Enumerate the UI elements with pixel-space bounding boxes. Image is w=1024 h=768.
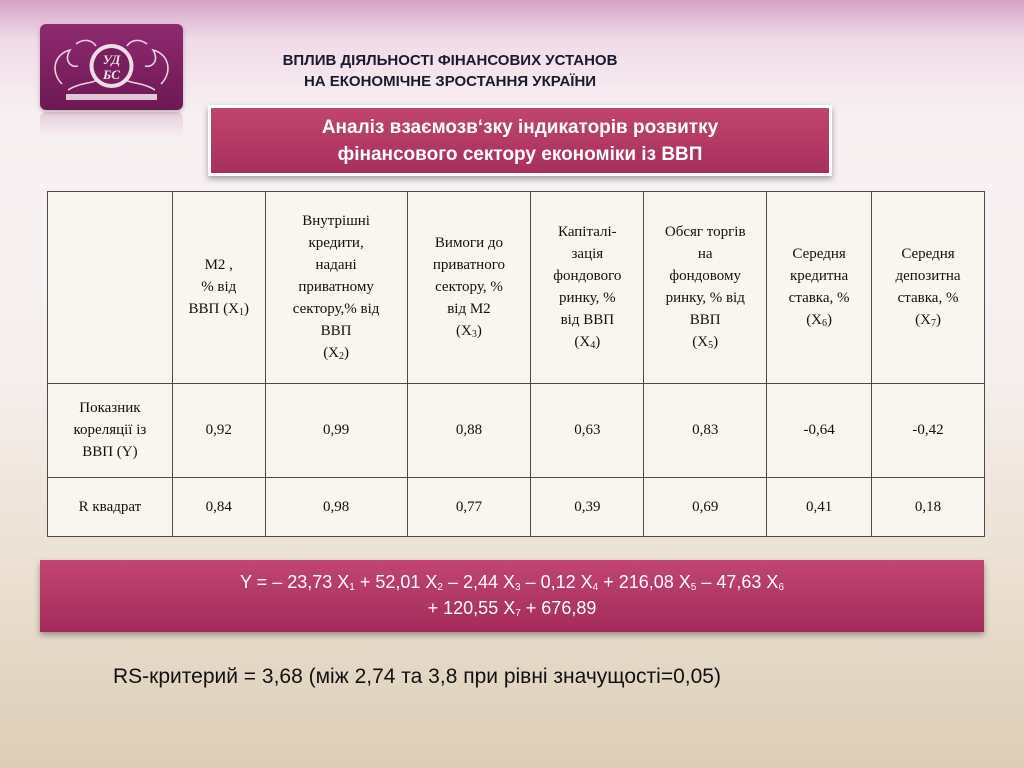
column-header-line: зація [571,246,604,263]
table-row [48,477,985,536]
page-title-line1: ВПЛИВ ДІЯЛЬНОСТІ ФІНАНСОВИХ УСТАНОВ [282,52,618,69]
value-cell: 0,99 [265,383,407,477]
value-cell: 0,39 [531,477,644,536]
regression-equation [40,560,984,632]
value-cell: 0,69 [644,477,767,536]
column-header-x7 [872,192,985,384]
column-header-line: ВВП [689,312,721,329]
column-header-line: надані [315,257,357,274]
rs-criterion-text: RS-критерий = 3,68 (між 2,74 та 3,8 при рівні значущості=0,05) [113,665,721,688]
column-header-line: Капіталі- [558,224,617,241]
equation-subscript: 7 [515,608,521,619]
column-header-line: $(Х_2)$ [323,345,350,363]
value-cell: 0,83 [644,383,767,477]
equation-subscript: 4 [592,582,599,593]
column-header-x3 [407,192,531,384]
column-header-line: Вимоги до [434,235,503,252]
logo [40,24,183,110]
row-label-line: R квадрат [78,498,142,515]
column-header-line: сектору,% від [292,301,380,318]
column-header-line: Обсяг торгів [664,224,746,241]
value-cell: 0,41 [767,477,872,536]
column-header-line: $(Х_7)$ [915,312,941,330]
column-header-line: сектору, % [435,279,503,296]
column-header-line: фондовому [669,268,741,285]
column-header-line: від ВВП [560,312,615,329]
value-cell: 0,18 [872,477,985,536]
value-cell: 0,63 [531,383,644,477]
row-label-line: ВВП (Y) [82,444,138,461]
equation-subscript: 3 [515,582,521,593]
value-cell: 0,88 [407,383,531,477]
equation-term: – 2,44 X [442,572,516,592]
column-header-line: Внутрішні [302,213,370,230]
column-header-line: від М2 [447,301,491,318]
value-cell: 0,98 [265,477,407,536]
subtitle-line1: Аналіз взаємозв‘зку індикаторів розвитку [321,117,719,138]
column-header-line: ставка, % [897,290,959,307]
value-cell: 0,84 [172,477,265,536]
column-header-line: ВВП $(Х_1)$ [188,301,249,319]
column-header-line: $(Х_6)$ [806,312,833,330]
table-header-row [48,192,985,384]
subtitle-line2: фінансового сектору економіки із ВВП [337,144,703,165]
column-header-line: ринку, % від [665,290,745,307]
row-label-cell [48,477,173,536]
column-header-subscript: 2 [339,351,345,363]
column-header-line: ринку, % [559,290,616,307]
column-header-x1 [172,192,265,384]
table-row [48,383,985,477]
equation-subscript: 1 [349,582,355,593]
row-label-cell [48,383,173,477]
column-header-line: ВВП [320,323,352,340]
column-header-line: кредити, [308,235,364,252]
logo-letters-bottom: БС [103,67,120,82]
column-header-line: Середня [792,246,846,263]
column-header-subscript: 6 [822,318,828,330]
row-label-line: кореляції із [73,422,147,439]
column-header-subscript: 3 [471,329,477,341]
column-header-line: приватному [298,279,374,296]
value-cell: 0,92 [172,383,265,477]
column-header-line: % від [201,279,237,296]
column-header-x2 [265,192,407,384]
equation-term: – 47,63 X [696,572,779,592]
equation-line2 [40,595,984,621]
equation-term: – 0,12 X [520,572,593,592]
column-header-subscript: 7 [930,318,936,330]
column-header-x4 [531,192,644,384]
column-header-x5 [644,192,767,384]
equation-line1 [40,569,984,595]
page-title [200,50,700,92]
correlation-table [47,191,985,537]
page-title-line2: НА ЕКОНОМІЧНЕ ЗРОСТАННЯ УКРАЇНИ [303,73,597,90]
logo-emblem-icon [40,24,183,110]
column-header-x6 [767,192,872,384]
column-header-line: $(Х_5)$ [692,334,719,352]
equation-term: + 120,55 X [427,598,516,618]
column-header-line: $(Х_3)$ [456,323,482,341]
value-cell: -0,42 [872,383,985,477]
column-header-subscript: 5 [708,340,714,352]
equation-subscript: 2 [437,582,443,593]
logo-reflection [40,112,183,138]
column-header-line: приватного [432,257,505,274]
column-header-line: ставка, % [788,290,850,307]
equation-term: + 676,89 [520,598,597,618]
logo-letters-top: УД [102,52,121,67]
column-header-line: на [697,246,713,263]
equation-term: + 216,08 X [598,572,691,592]
value-cell: 0,77 [407,477,531,536]
row-label-line: Показник [79,400,141,417]
column-header-subscript: 4 [590,340,596,352]
equation-term: Y = – 23,73 X [240,572,350,592]
column-header-line: М2 , [204,257,233,274]
column-header-line: депозитна [895,268,961,285]
subtitle-banner [208,105,832,176]
column-header-subscript: 1 [238,307,244,319]
value-cell: -0,64 [767,383,872,477]
column-header-line: Середня [901,246,955,263]
equation-term: + 52,01 X [354,572,438,592]
header-corner-cell [48,192,173,384]
column-header-line: фондового [553,268,622,285]
column-header-line: $(Х_4)$ [574,334,601,352]
column-header-line: кредитна [790,268,849,285]
equation-subscript: 6 [778,582,784,593]
equation-subscript: 5 [690,582,697,593]
